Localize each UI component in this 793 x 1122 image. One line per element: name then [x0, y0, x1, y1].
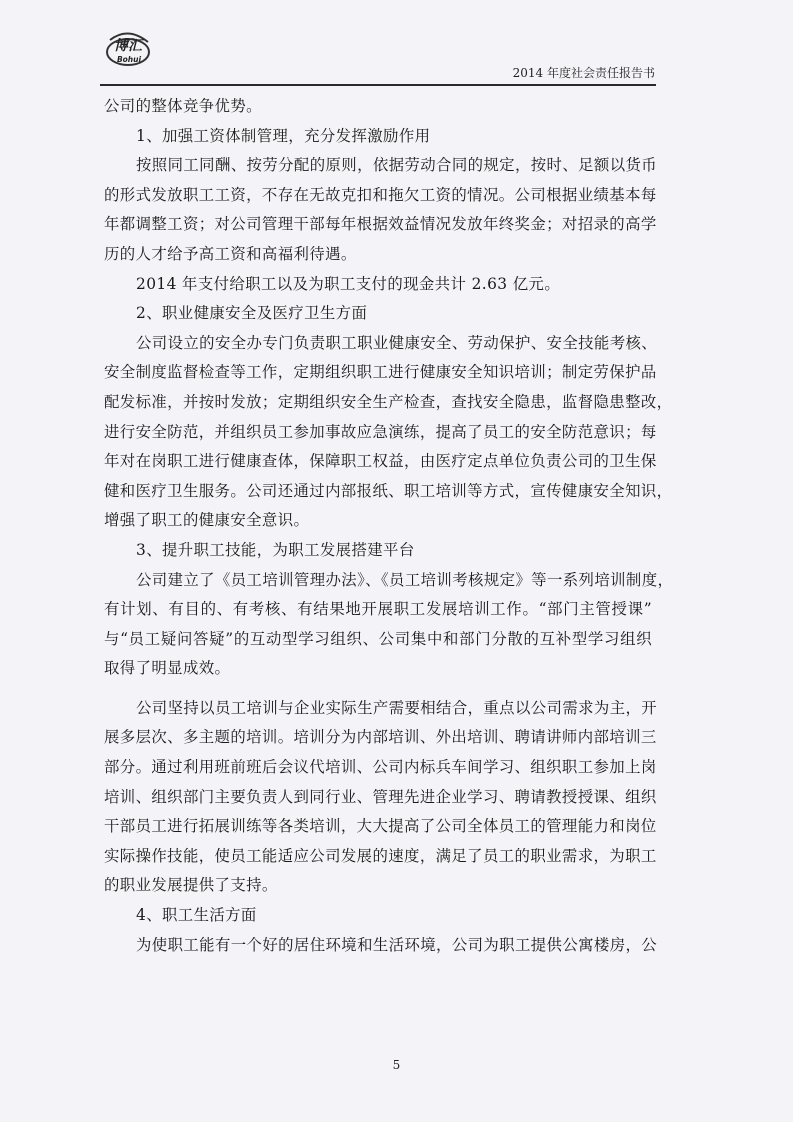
paragraph-line: 配发标准，并按时发放；定期组织安全生产检查，查找安全隐患，监督隐患整改，	[104, 392, 673, 411]
paragraph-line: 公司坚持以员工培训与企业实际生产需要相结合，重点以公司需求为主，开	[136, 698, 658, 717]
paragraph-line: 有计划、有目的、有考核、有结果地开展职工发展培训工作。“部门主管授课”	[104, 600, 652, 619]
paragraph-line: 2014 年支付给职工以及为职工支付的现金共计 2.63 亿元。	[136, 274, 561, 293]
paragraph-line: 的形式发放职工工资，不存在无故克扣和拖欠工资的情况。公司根据业绩基本每	[104, 185, 657, 204]
paragraph-line: 与“员工疑问答疑”的互动型学习组织、公司集中和部门分散的互补型学习组织	[104, 629, 652, 648]
paragraph-line: 部分。通过利用班前班后会议代培训、公司内标兵车间学习、组织职工参加上岗	[104, 758, 657, 777]
paragraph-line: 年都调整工资；对公司管理干部每年根据效益情况发放年终奖金；对招录的高学	[104, 215, 657, 234]
paragraph-line: 公司的整体竞争优势。	[104, 97, 262, 115]
paragraph-line: 干部员工进行拓展训练等各类培训，大大提高了公司全体员工的管理能力和岗位	[104, 817, 657, 836]
paragraph-line: 增强了职工的健康安全意识。	[104, 511, 310, 530]
paragraph-line: 年对在岗职工进行健康查体，保障职工权益，由医疗定点单位负责公司的卫生保	[104, 452, 657, 471]
paragraph-line: 培训、组织部门主要负责人到同行业、管理先进企业学习、聘请教授授课、组织	[104, 787, 657, 806]
logo-subtext: Bohui	[116, 55, 142, 64]
logo-text: 博汇	[114, 38, 142, 54]
paragraph-line: 展多层次、多主题的培训。培训分为内部培训、外出培训、聘请讲师内部培训三	[104, 728, 657, 747]
paragraph-line: 的职业发展提供了支持。	[104, 876, 278, 895]
paragraph-line: 健和医疗卫生服务。公司还通过内部报纸、职工培训等方式，宣传健康安全知识，	[104, 481, 673, 500]
paragraph-line: 公司设立的安全办专门负责职工职业健康安全、劳动保护、安全技能考核、	[136, 333, 658, 352]
paragraph-line: 取得了明显成效。	[104, 659, 231, 678]
paragraph-line: 按照同工同酬、按劳分配的原则，依据劳动合同的规定，按时、足额以货币	[136, 156, 658, 175]
paragraph-line: 公司建立了《员工培训管理办法》、《员工培训考核规定》等一系列培训制度，	[136, 570, 674, 589]
page-number: 5	[392, 1058, 401, 1072]
bohui-logo	[104, 28, 152, 70]
section-heading: 4、职工生活方面	[136, 906, 257, 925]
paragraph-line: 实际操作技能，使员工能适应公司发展的速度，满足了员工的职业需求，为职工	[104, 846, 657, 865]
section-heading: 3、提升职工技能，为职工发展搭建平台	[136, 540, 415, 559]
paragraph-line: 历的人才给予高工资和高福利待遇。	[104, 244, 357, 263]
header-rule	[100, 84, 656, 86]
paragraph-line: 安全制度监督检查等工作，定期组织职工进行健康安全知识培训；制定劳保护品	[104, 363, 657, 382]
section-heading: 1、加强工资体制管理，充分发挥激励作用	[136, 126, 431, 145]
paragraph-line: 为使职工能有一个好的居住环境和生活环境，公司为职工提供公寓楼房，公	[136, 935, 658, 954]
report-title: 2014 年度社会责任报告书	[512, 66, 655, 80]
section-heading: 2、职业健康安全及医疗卫生方面	[136, 304, 368, 323]
body-text	[104, 92, 674, 960]
paragraph-line: 进行安全防范，并组织员工参加事故应急演练，提高了员工的安全防范意识；每	[104, 422, 657, 441]
